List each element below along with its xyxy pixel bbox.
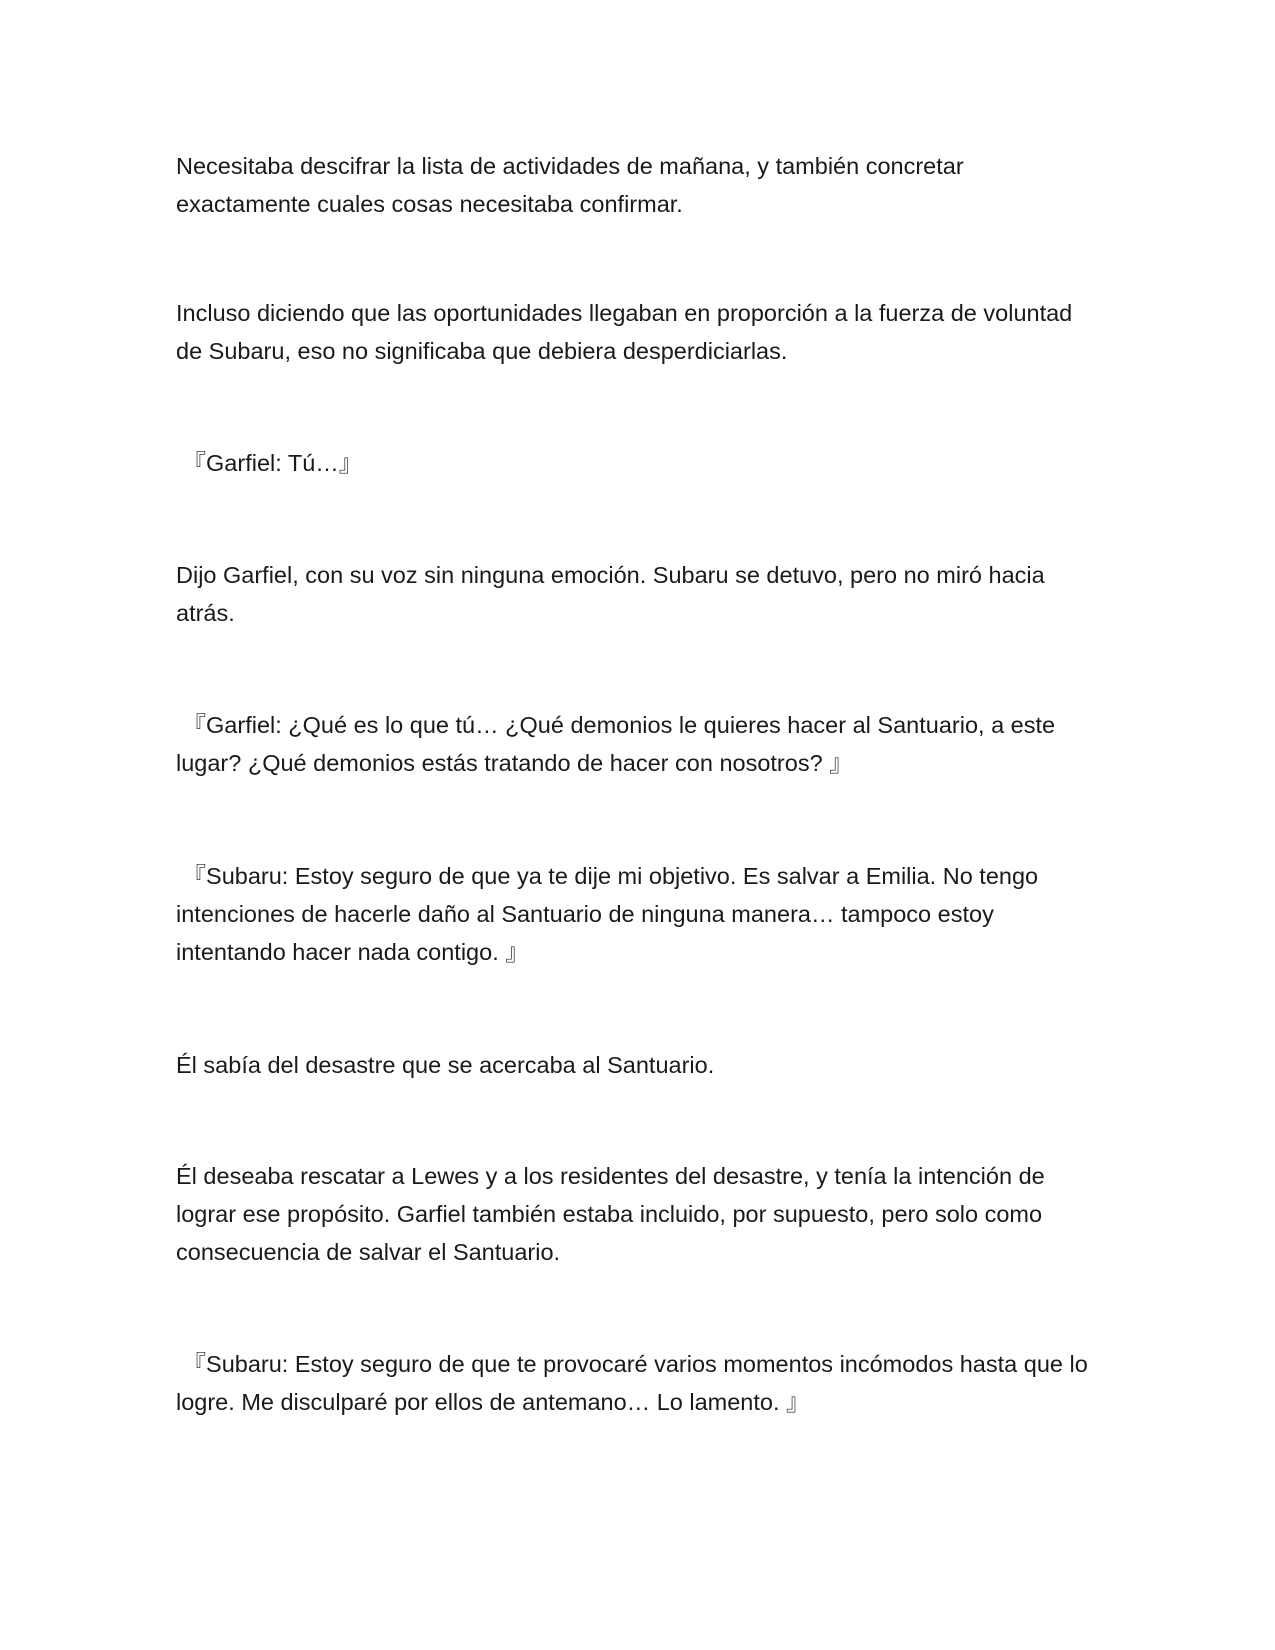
narration-paragraph: Necesitaba descifrar la lista de actividades de mañana, y también concretar exactamente cuales cosas necesitaba confirmar.: [176, 153, 964, 217]
narration-paragraph: Él sabía del desastre que se acercaba al Santuario.: [176, 1052, 715, 1078]
narration-paragraph: Incluso diciendo que las oportunidades llegaban en proporción a la fuerza de voluntad de Subaru, eso no significaba que debiera desperdiciarlas.: [176, 300, 1073, 364]
dialogue-paragraph: 『Subaru: Estoy seguro de que te provocaré varios momentos incómodos hasta que lo logre. Me disculparé por ellos de antemano… Lo lamento. 』: [176, 1351, 1088, 1415]
dialogue-paragraph: 『Subaru: Estoy seguro de que ya te dije mi objetivo. Es salvar a Emilia. No tengo intenciones de hacerle daño al Santuario de ninguna manera… tampoco estoy intentando hacer nada contigo. 』: [176, 863, 1039, 965]
dialogue-paragraph: 『Garfiel: Tú…』: [176, 450, 363, 476]
dialogue-paragraph: 『Garfiel: ¿Qué es lo que tú… ¿Qué demonios le quieres hacer al Santuario, a este lugar? ¿Qué demonios estás tratando de hacer con nosotros? 』: [176, 712, 1056, 776]
narration-paragraph: Él deseaba rescatar a Lewes y a los residentes del desastre, y tenía la intención de lograr ese propósito. Garfiel también estaba incluido, por supuesto, pero solo como consecuencia de salvar el Santuario.: [176, 1163, 1045, 1265]
narration-paragraph: Dijo Garfiel, con su voz sin ninguna emoción. Subaru se detuvo, pero no miró hacia atrás.: [176, 562, 1045, 626]
